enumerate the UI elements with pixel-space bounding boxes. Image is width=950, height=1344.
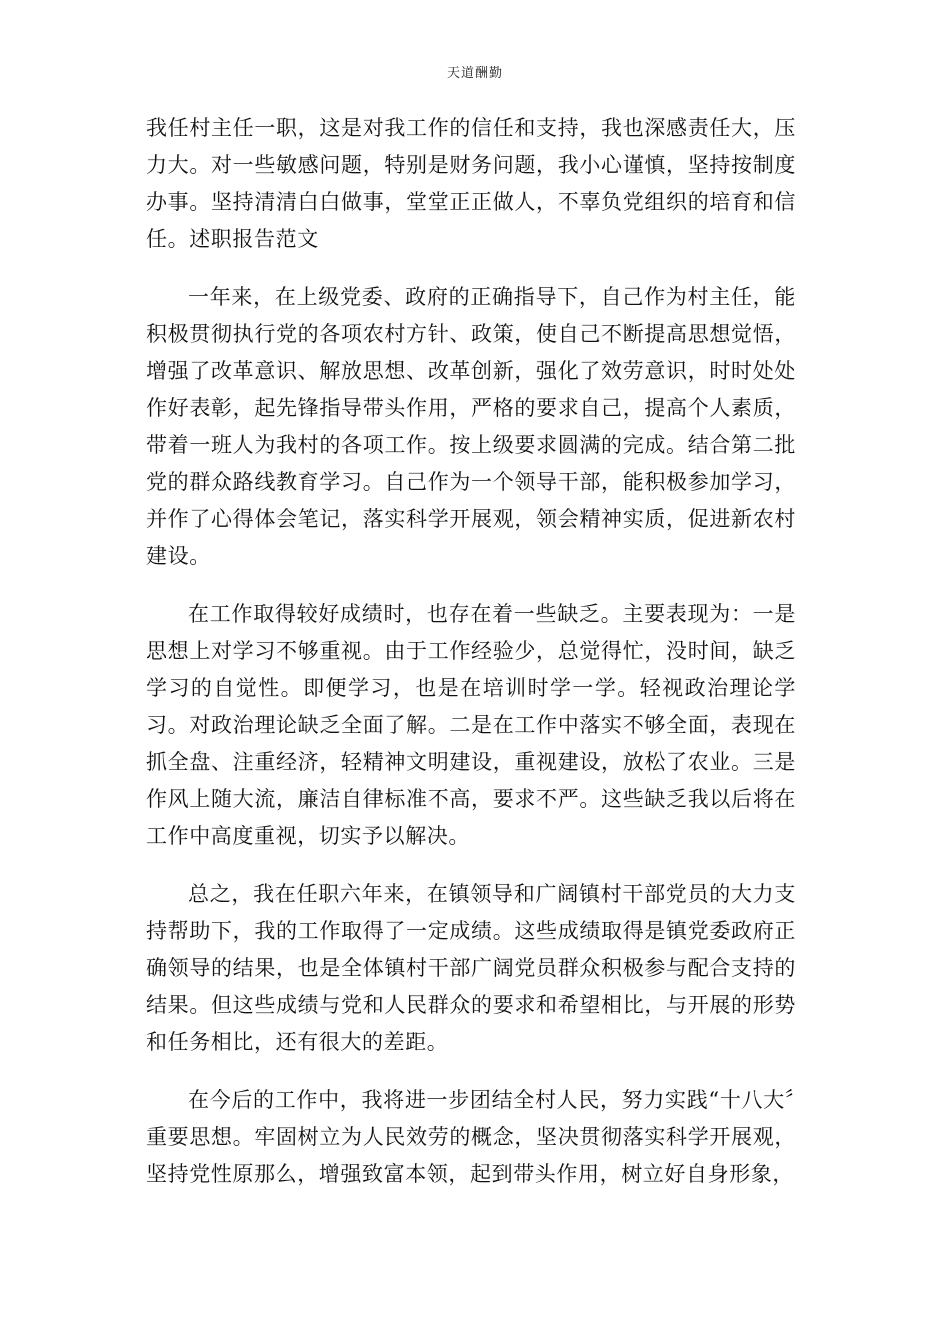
paragraph: 在今后的工作中，我将进一步团结全村人民，努力实践“十八大〞重要思想。牢固树立为人民效劳的概念，坚决贯彻落实科学开展观，坚持党性原那么，增强致富本领，起到带头作用，树立好自身形象， xyxy=(146,1088,796,1186)
paragraph: 在工作取得较好成绩时，也存在着一些缺乏。主要表现为：一是思想上对学习不够重视。由于工作经验少，总觉得忙，没时间，缺乏学习的自觉性。即便学习，也是在培训时学一学。轻视政治理论学习。对政治理论缺乏全面了解。二是在工作中落实不够全面，表现在抓全盘、注重经济，轻精神文明建设，重视建设，放松了农业。三是作风上随大流，廉洁自律标准不高，要求不严。这些缺乏我以后将在工作中高度重视，切实予以解决。 xyxy=(146,602,796,848)
page-header: 天道酬勤 xyxy=(446,66,503,81)
document-body xyxy=(146,110,796,1214)
paragraph: 总之，我在任职六年来，在镇领导和广阔镇村干部党员的大力支持帮助下，我的工作取得了一定成绩。这些成绩取得是镇党委政府正确领导的结果，也是全体镇村干部广阔党员群众积极参与配合支持的结果。但这些成绩与党和人民群众的要求和希望相比，与开展的形势和任务相比，还有很大的差距。 xyxy=(146,882,796,1054)
paragraph-continuation: 我任村主任一职，这是对我工作的信任和支持，我也深感责任大，压力大。对一些敏感问题，特别是财务问题，我小心谨慎，坚持按制度办事。坚持清清白白做事，堂堂正正做人，不辜负党组织的培育和信任。述职报告范文 xyxy=(146,116,796,251)
paragraph: 一年来，在上级党委、政府的正确指导下，自己作为村主任，能积极贯彻执行党的各项农村方针、政策，使自己不断提高思想觉悟，增强了改革意识、解放思想、改革创新，强化了效劳意识，时时处处作好表彰，起先锋指导带头作用，严格的要求自己，提高个人素质，带着一班人为我村的各项工作。按上级要求圆满的完成。结合第二批党的群众路线教育学习。自己作为一个领导干部，能积极参加学习，并作了心得体会笔记，落实科学开展观，领会精神实质，促进新农村建设。 xyxy=(146,285,796,568)
